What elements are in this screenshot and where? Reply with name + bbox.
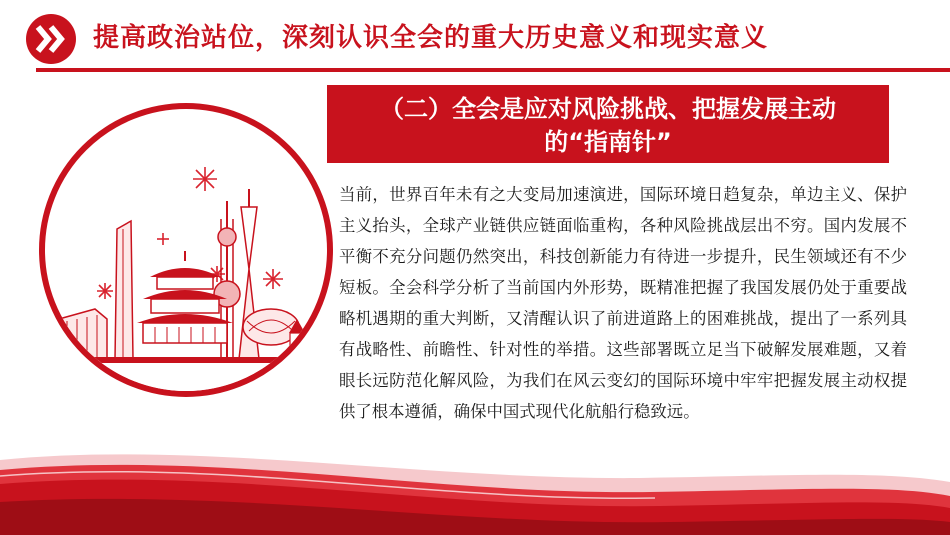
section-heading-line2: 的“指南针”	[544, 128, 672, 156]
city-landmarks-illustration	[39, 103, 333, 397]
section-heading-line1: （二）全会是应对风险挑战、把握发展主动	[380, 95, 836, 123]
header-divider	[36, 68, 950, 72]
red-wave-decoration	[0, 440, 950, 535]
double-chevron-icon	[26, 14, 76, 64]
section-heading-box	[327, 85, 889, 163]
page-title: 提高政治站位，深刻认识全会的重大历史意义和现实意义	[93, 23, 769, 53]
body-paragraph: 当前，世界百年未有之大变局加速演进，国际环境日趋复杂，单边主义、保护主义抬头，全球产业链供应链面临重构，各种风险挑战层出不穷。国内发展不平衡不充分问题仍然突出，科技创新能力有待进一步提升，民生领域还有不少短板。全会科学分析了当前国内外形势，既精准把握了我国发展仍处于重要战略机遇期的重大判断，又清醒认识了前进道路上的困难挑战，提出了一系列具有战略性、前瞻性、针对性的举措。这些部署既立足当下破解发展难题，又着眼长远防范化解风险，为我们在风云变幻的国际环境中牢牢把握发展主动权提供了根本遵循，确保中国式现代化航船行稳致远。	[339, 185, 907, 421]
